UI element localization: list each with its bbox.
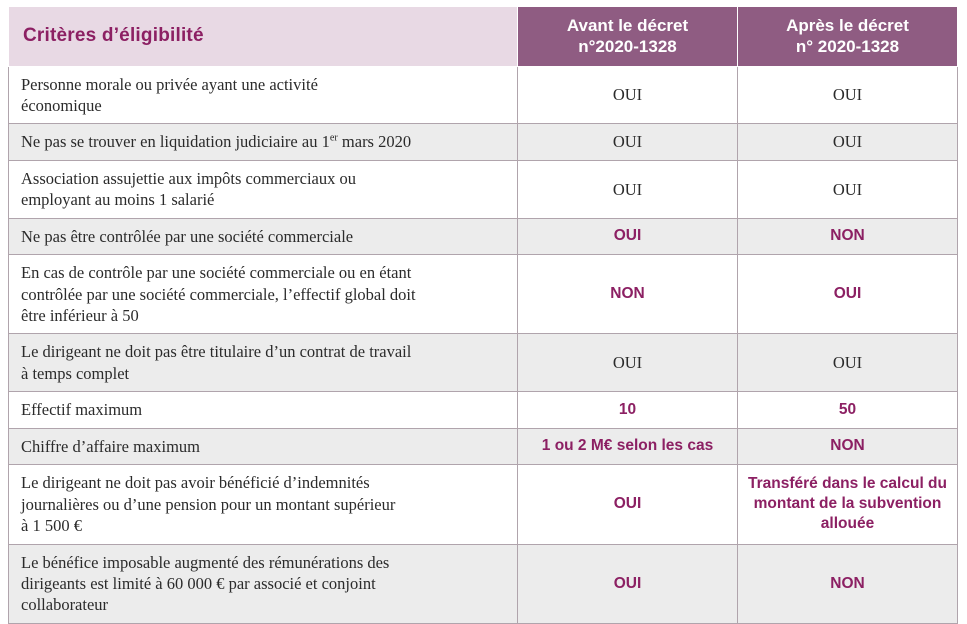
row-value-after: NON bbox=[738, 544, 958, 623]
column-header-criteria: Critères d’éligibilité bbox=[9, 7, 518, 67]
row-value-after: NON bbox=[738, 218, 958, 254]
column-header-before-decree-line1: Avant le décret bbox=[566, 16, 689, 35]
table-row bbox=[9, 255, 958, 334]
row-criteria-line2: mars 2020 bbox=[337, 132, 412, 152]
row-criteria-line1: Le dirigeant ne doit pas avoir bénéficié d’indemnités bbox=[21, 473, 370, 493]
row-criteria-line3: à 1 500 € bbox=[21, 516, 82, 536]
table-header bbox=[9, 7, 958, 67]
row-criteria bbox=[9, 334, 518, 392]
table-row bbox=[9, 160, 958, 218]
row-value-before: NON bbox=[518, 255, 738, 334]
row-criteria bbox=[9, 544, 518, 623]
row-value-before: OUI bbox=[518, 160, 738, 218]
column-header-after-decree-line1: Après le décret bbox=[786, 16, 909, 35]
row-criteria-line1: Ne pas se trouver en liquidation judiciaire au 1 bbox=[21, 132, 330, 152]
row-criteria-line2: contrôlée par une société commerciale, l’effectif global doit bbox=[21, 284, 416, 304]
table-row bbox=[9, 66, 958, 124]
row-criteria bbox=[9, 66, 518, 124]
row-criteria bbox=[9, 428, 518, 464]
row-value-before: OUI bbox=[518, 124, 738, 160]
row-criteria-line3: collaborateur bbox=[21, 595, 109, 615]
row-criteria-line2: dirigeants est limité à 60 000 € par associé et conjoint bbox=[21, 573, 376, 593]
row-value-after: OUI bbox=[738, 66, 958, 124]
row-criteria-line1: En cas de contrôle par une société commerciale ou en étant bbox=[21, 263, 412, 283]
table-row bbox=[9, 544, 958, 623]
table-row bbox=[9, 428, 958, 464]
row-criteria-superscript: er bbox=[329, 132, 338, 144]
table-body bbox=[9, 66, 958, 623]
row-criteria bbox=[9, 218, 518, 254]
row-value-before: OUI bbox=[518, 334, 738, 392]
row-criteria-line1: Le dirigeant ne doit pas être titulaire d’un contrat de travail bbox=[21, 342, 412, 362]
row-criteria-line1: Le bénéfice imposable augmenté des rémunérations des bbox=[21, 552, 390, 572]
row-criteria bbox=[9, 160, 518, 218]
row-criteria bbox=[9, 124, 518, 160]
row-value-before: 10 bbox=[518, 392, 738, 428]
row-value-before: 1 ou 2 M€ selon les cas bbox=[518, 428, 738, 464]
row-criteria bbox=[9, 392, 518, 428]
row-criteria bbox=[9, 465, 518, 544]
row-criteria-line1: Ne pas être contrôlée par une société commerciale bbox=[21, 226, 354, 246]
row-criteria-line1: Effectif maximum bbox=[21, 400, 143, 420]
row-criteria-line1: Association assujettie aux impôts commerciaux ou bbox=[21, 168, 356, 188]
row-value-before: OUI bbox=[518, 66, 738, 124]
row-value-after: NON bbox=[738, 428, 958, 464]
row-value-after: OUI bbox=[738, 334, 958, 392]
row-criteria-line2: économique bbox=[21, 95, 102, 115]
table-header-row bbox=[9, 7, 958, 67]
row-value-after: OUI bbox=[738, 124, 958, 160]
row-value-before: OUI bbox=[518, 465, 738, 544]
table-row bbox=[9, 218, 958, 254]
row-criteria-line3: être inférieur à 50 bbox=[21, 306, 139, 325]
row-criteria bbox=[9, 255, 518, 334]
row-value-after: OUI bbox=[738, 255, 958, 334]
row-criteria-line1: Chiffre d’affaire maximum bbox=[21, 436, 200, 456]
column-header-before-decree-line2: n°2020-1328 bbox=[578, 37, 677, 57]
table-row bbox=[9, 465, 958, 544]
row-value-before: OUI bbox=[518, 218, 738, 254]
row-criteria-line2: employant au moins 1 salarié bbox=[21, 190, 215, 210]
row-criteria-line2: journalières ou d’une pension pour un montant supérieur bbox=[21, 494, 396, 514]
row-value-after: Transféré dans le calcul du montant de la subvention allouée bbox=[738, 465, 958, 544]
eligibility-table-container bbox=[8, 6, 957, 624]
column-header-before-decree bbox=[518, 7, 738, 67]
table-row bbox=[9, 392, 958, 428]
row-value-after: OUI bbox=[738, 160, 958, 218]
column-header-after-decree-line2: n° 2020-1328 bbox=[795, 37, 900, 57]
table-row bbox=[9, 124, 958, 160]
row-criteria-line2: à temps complet bbox=[21, 363, 130, 383]
row-value-after: 50 bbox=[738, 392, 958, 428]
table-row bbox=[9, 334, 958, 392]
column-header-after-decree bbox=[738, 7, 958, 67]
row-criteria-line1: Personne morale ou privée ayant une activité bbox=[21, 74, 318, 94]
eligibility-table bbox=[8, 6, 958, 624]
row-value-before: OUI bbox=[518, 544, 738, 623]
